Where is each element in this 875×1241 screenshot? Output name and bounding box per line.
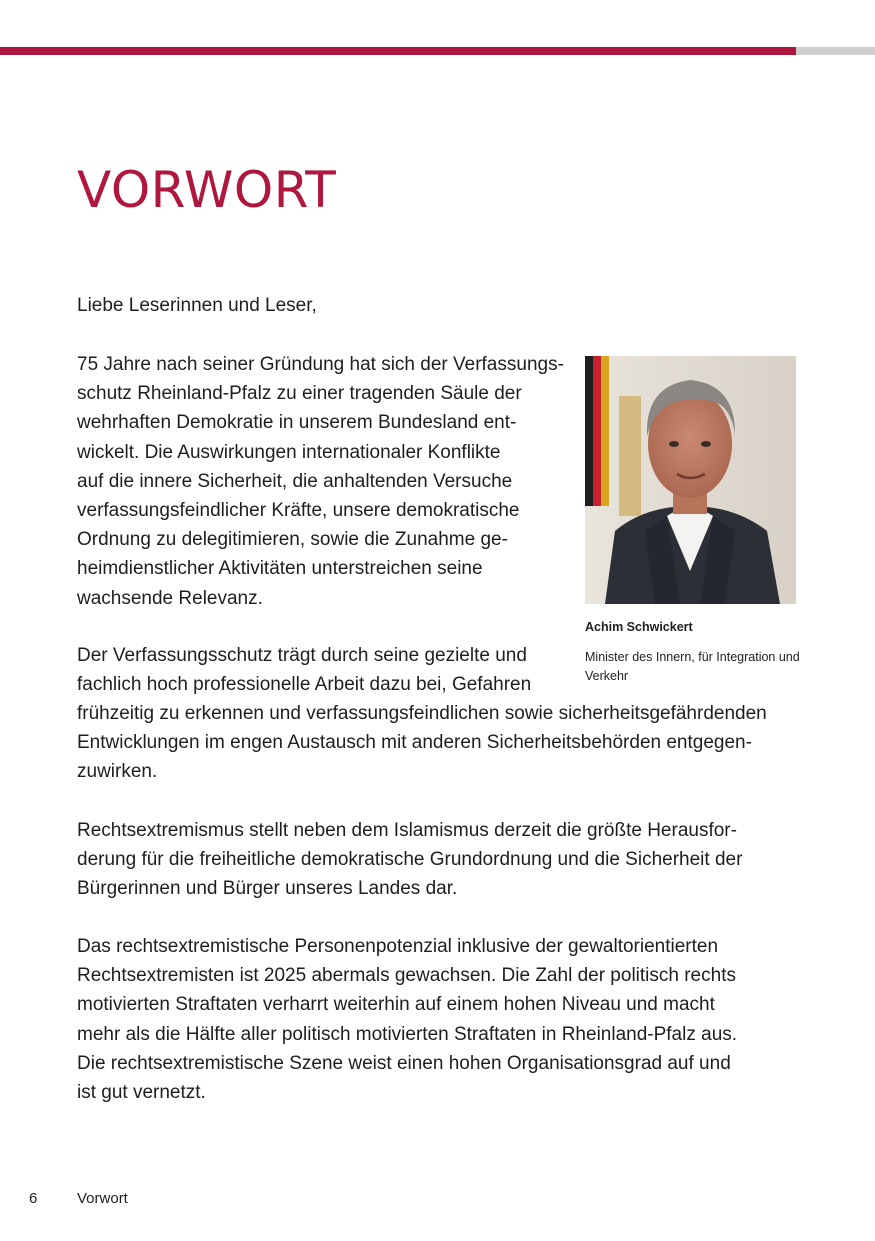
paragraph-line: ist gut vernetzt.: [77, 1082, 206, 1104]
photo-caption-role: Minister des Innern, für Integration und Verkehr: [585, 650, 800, 683]
paragraph-line: zuwirken.: [77, 761, 158, 783]
paragraph-2-bottom: [77, 699, 802, 787]
greeting: Liebe Leserinnen und Leser,: [77, 295, 317, 316]
paragraph-line: mehr als die Hälfte aller politisch motivierten Straftaten in Rheinland-Pfalz aus.: [77, 1023, 738, 1045]
paragraph-line: schutz Rheinland-Pfalz zu einer tragenden Säule der: [77, 383, 522, 405]
paragraph-line: auf die innere Sicherheit, die anhaltenden Versuche: [77, 470, 513, 492]
paragraph-line: wehrhaften Demokratie in unserem Bundesland ent-: [77, 412, 517, 434]
paragraph-line: Entwicklungen im engen Austausch mit anderen Sicherheitsbehörden entgegen-: [77, 732, 752, 754]
paragraph-line: 75 Jahre nach seiner Gründung hat sich der Verfassungs-: [77, 354, 564, 375]
paragraph-line: derung für die freiheitliche demokratische Grundordnung und die Sicherheit der: [77, 849, 743, 871]
paragraph-line: Ordnung zu delegitimieren, sowie die Zunahme ge-: [77, 529, 508, 551]
paragraph-line: heimdienstlicher Aktivitäten unterstreichen seine: [77, 558, 483, 580]
paragraph-3: [77, 816, 802, 904]
paragraph-line: Das rechtsextremistische Personenpotenzial inklusive der gewaltorientierten: [77, 936, 719, 957]
paragraph-line: Rechtsextremisten ist 2025 abermals gewachsen. Die Zahl der politisch rechts: [77, 965, 736, 987]
portrait-illustration: [585, 356, 796, 604]
paragraph-line: Rechtsextremismus stellt neben dem Islamismus derzeit die größte Herausfor-: [77, 820, 737, 841]
page-number: 6: [29, 1190, 38, 1207]
paragraph-line: motivierten Straftaten verharrt weiterhin auf einem hohen Niveau und macht: [77, 994, 715, 1016]
paragraph-line: frühzeitig zu erkennen und verfassungsfeindlichen sowie sicherheitsgefährdenden: [77, 703, 767, 724]
paragraph-1: [77, 350, 567, 613]
header-grey-bar: [796, 47, 875, 55]
paragraph-2-top: [77, 641, 567, 699]
paragraph-line: verfassungsfeindlicher Kräfte, unsere demokratische: [77, 500, 520, 522]
header-accent-bar: [0, 47, 796, 55]
portrait-photo: [585, 356, 796, 604]
paragraph-line: fachlich hoch professionelle Arbeit dazu bei, Gefahren: [77, 674, 532, 696]
paragraph-line: wachsende Relevanz.: [77, 587, 263, 609]
paragraph-4: [77, 932, 802, 1107]
photo-caption-name: Achim Schwickert: [585, 620, 693, 634]
paragraph-line: Der Verfassungsschutz trägt durch seine gezielte und: [77, 645, 527, 666]
paragraph-line: Bürgerinnen und Bürger unseres Landes dar.: [77, 878, 458, 900]
footer-section-label: Vorwort: [77, 1190, 128, 1207]
page-title: VORWORT: [77, 161, 337, 219]
paragraph-line: Die rechtsextremistische Szene weist einen hohen Organisationsgrad auf und: [77, 1052, 731, 1074]
paragraph-line: wickelt. Die Auswirkungen internationaler Konflikte: [77, 441, 501, 463]
